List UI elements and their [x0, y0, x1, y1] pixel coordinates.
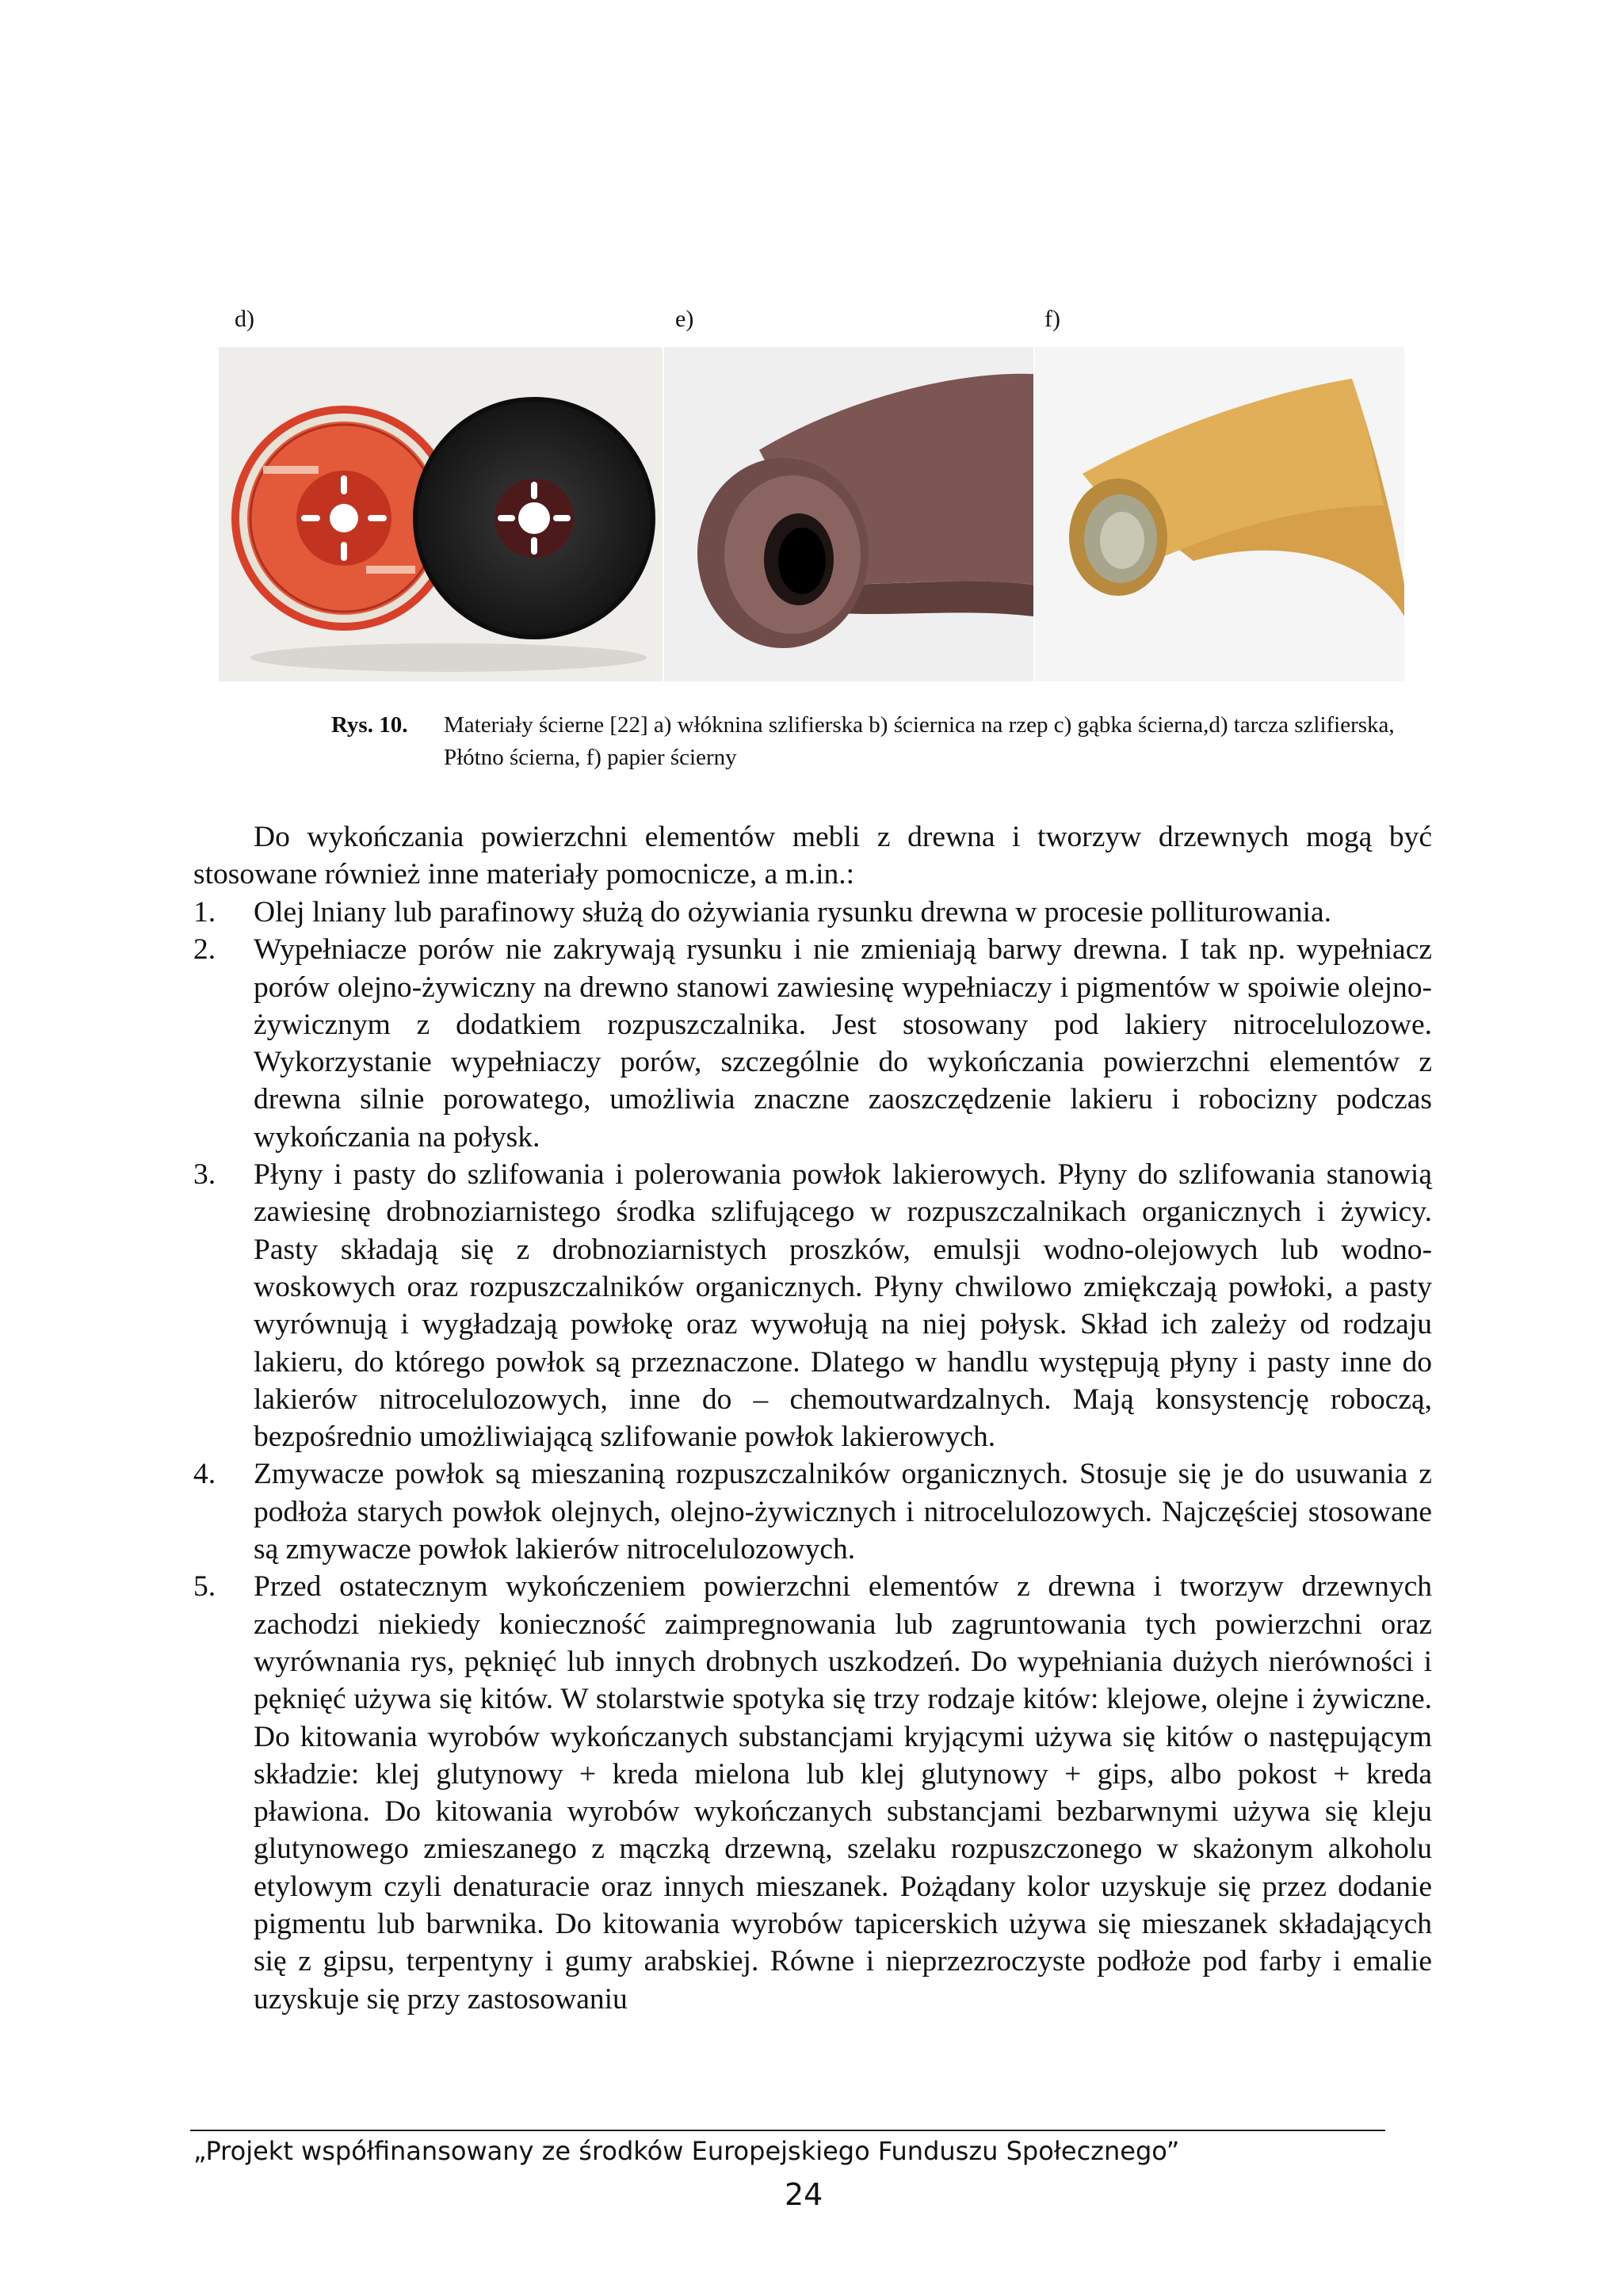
figure-label-f: f) [1044, 306, 1060, 332]
page-number: 24 [785, 2177, 823, 2212]
footer-project-text: „Projekt współfinansowany ze środków Europejskiego Funduszu Społecznego” [193, 2136, 1180, 2166]
list-item [193, 931, 1432, 1156]
list-item-marker: 4. [193, 1458, 216, 1491]
intro-paragraph: Do wykończania powierzchni elementów mebli z drewna i tworzyw drzewnych mogą być stosowane również inne materiały pomocnicze, a m.in.: [193, 821, 1432, 891]
list-item-text: Zmywacze powłok są mieszaniną rozpuszczalników organicznych. Stosuje się je do usuwania z podłoża starych powłok olejnych, olejno-żywicznych i nitrocelulozowych. Najczęściej stosowane są zmywacze powłok lakierów nitrocelulozowych. [254, 1458, 1432, 1566]
list-item [193, 1455, 1432, 1568]
list-item [193, 894, 1432, 931]
list-item-text: Przed ostatecznym wykończeniem powierzchni elementów z drewna i tworzyw drzewnych zachodzi niekiedy konieczność zaimpregnowania lub zagruntowania tych powierzchni oraz wyrównania rys, pęknięć lub innych drobnych uszkodzeń. Do wypełniania dużych nierówności i pęknięć używa się kitów. W stolarstwie spotyka się trzy rodzaje kitów: klejowe, olejne i żywiczne. Do kitowania wyrobów wykończanych substancjami kryjącymi używa się kitów o następującym składzie: klej glutynowy + kreda mielona lub klej glutynowy + gips, albo pokost + kreda pławiona. Do kitowania wyrobów wykończanych substancjami bezbarwnymi używa się kleju glutynowego zmieszanego z mączką drzewną, szelaku rozpuszczonego w skażonym alkoholu etylowym czyli denaturacie oraz innych mieszanek. Pożądany kolor uzyskuje się przez dodanie pigmentu lub barwnika. Do kitowania wyrobów tapicerskich używa się mieszanek składających się z gipsu, terpentyny i gumy arabskiej. Równe i nieprzezroczyste podłoże pod farby i emalie uzyskuje się przy zastosowaniu [254, 1570, 1432, 2016]
figure-label-d: d) [235, 306, 254, 332]
figure-label-e: e) [675, 306, 694, 332]
list-item-text: Olej lniany lub parafinowy służą do ożywiania rysunku drewna w procesie polliturowania. [254, 896, 1332, 929]
list-item-marker: 2. [193, 933, 216, 967]
figure-caption-text: Materiały ścierne [22] a) włóknina szlifierska b) ściernica na rzep c) gąbka ścierna,d) tarcza szlifierska, Płótno ścierna, f) papier ścierny [444, 712, 1395, 770]
list-item-marker: 5. [193, 1570, 216, 1604]
footer-divider [190, 2130, 1385, 2131]
figure-caption-number: Rys. 10. [331, 712, 408, 738]
list-item-text: Wypełniacze porów nie zakrywają rysunku i nie zmieniają barwy drewna. I tak np. wypełniacz porów olejno-żywiczny na drewno stanowi zawiesinę wypełniaczy i pigmentów w spoiwie olejno-żywicznym z dodatkiem rozpuszczalnika. Jest stosowany pod lakiery nitrocelulozowe. Wykorzystanie wypełniaczy porów, szczególnie do wykończania powierzchni elementów z drewna silnie porowatego, umożliwia znaczne zaoszczędzenie lakieru i robocizny podczas wykończania na połysk. [254, 933, 1432, 1154]
list-item [193, 1156, 1432, 1455]
materials-list [193, 894, 1432, 2018]
list-item-text: Płyny i pasty do szlifowania i polerowania powłok lakierowych. Płyny do szlifowania stanowią zawiesinę drobnoziarnistego środka szlifującego w rozpuszczalnikach organicznych i żywicy. Pasty składają się z drobnoziarnistych proszków, emulsji wodno-olejowych lub wodno-woskowych oraz rozpuszczalników organicznych. Płyny chwilowo zmiękczają powłoki, a pasty wyrównują i wygładzają powłokę oraz wywołują na niej połysk. Skład ich zależy od rodzaju lakieru, do którego powłok są przeznaczone. Dlatego w handlu występują płyny i pasty inne do lakierów nitrocelulozowych, inne do – chemoutwardzalnych. Mają konsystencję roboczą, bezpośrednio umożliwiającą szlifowanie powłok lakierowych. [254, 1158, 1432, 1454]
list-item-marker: 3. [193, 1158, 216, 1192]
abrasive-cloth-roll-photo [664, 347, 1033, 681]
grinding-disc-photo [219, 347, 663, 681]
list-item [193, 1568, 1432, 2018]
list-item-marker: 1. [193, 896, 216, 929]
sandpaper-roll-photo [1035, 347, 1404, 681]
